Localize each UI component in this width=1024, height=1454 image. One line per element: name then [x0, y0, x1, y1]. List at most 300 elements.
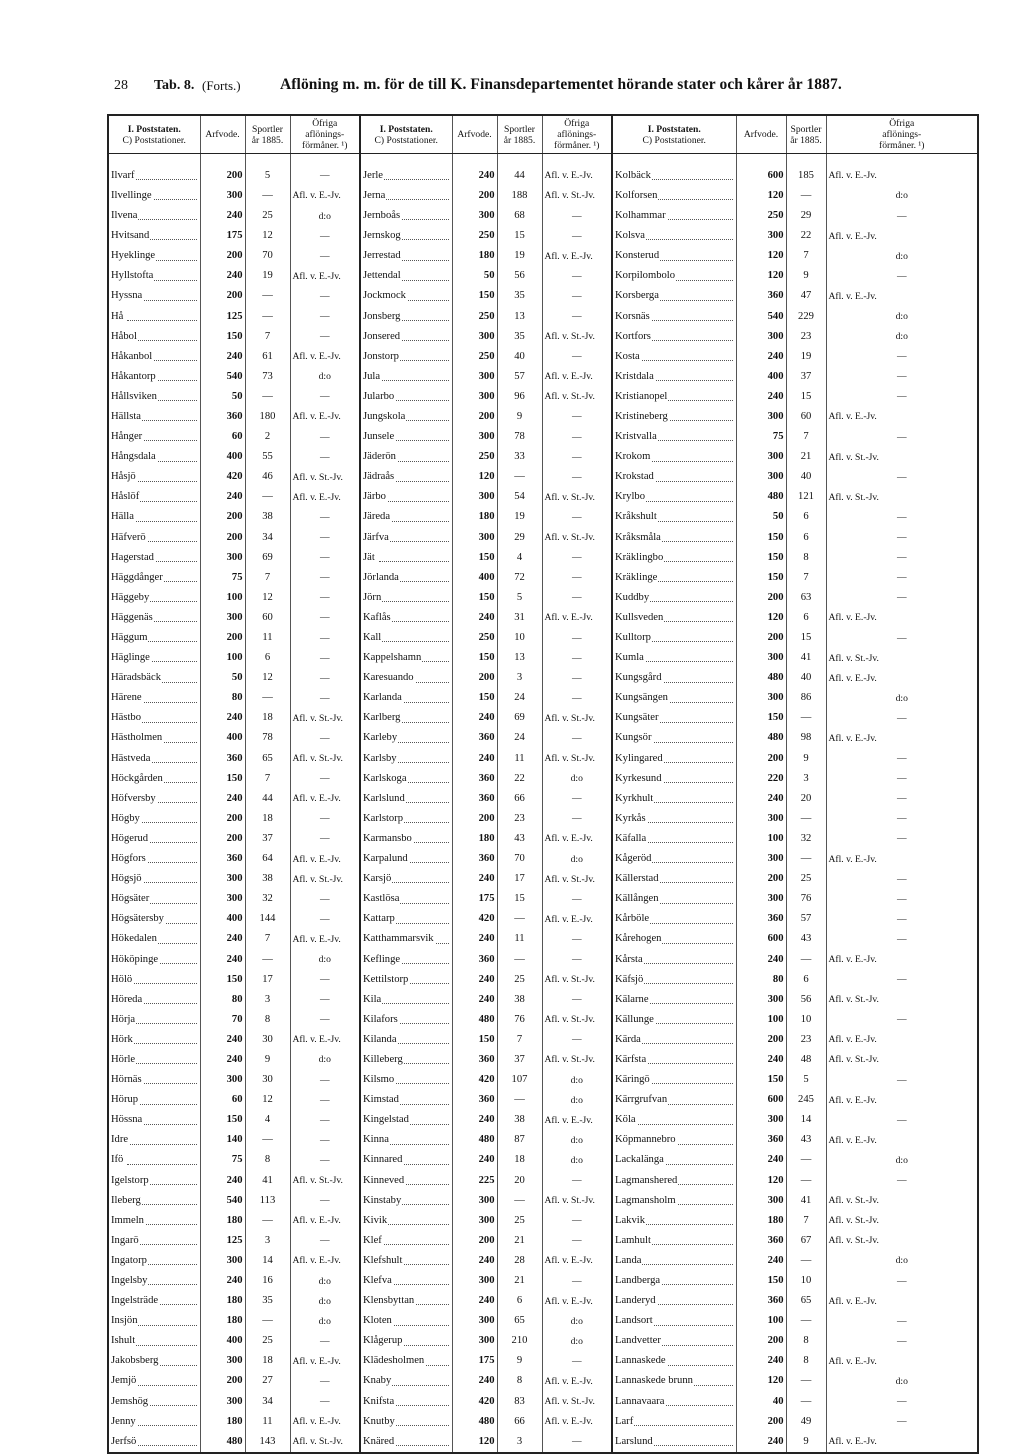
ofriga-value: —: [542, 668, 612, 688]
sportler-value: 6: [786, 970, 826, 990]
ofriga-value: —: [290, 166, 360, 186]
sportler-value: 38: [497, 1111, 542, 1131]
col-arfvode-header: Arfvode.: [200, 115, 245, 154]
ofriga-value: Afl. v. E.-Jv.: [542, 1111, 612, 1131]
table-row: [108, 1030, 978, 1050]
station-name: Hagerstad: [108, 548, 200, 568]
sportler-value: 8: [245, 1151, 290, 1171]
station-name: Kuddby: [612, 588, 736, 608]
sportler-value: —: [245, 387, 290, 407]
table-row: [108, 729, 978, 749]
station-name: Häggeby: [108, 588, 200, 608]
sportler-value: 9: [786, 1432, 826, 1453]
ofriga-value: —: [542, 347, 612, 367]
station-name: Järfva: [360, 528, 452, 548]
arfvode-value: 200: [736, 1332, 786, 1352]
arfvode-value: 300: [452, 427, 497, 447]
ofriga-value: d:o: [542, 769, 612, 789]
arfvode-value: 250: [736, 206, 786, 226]
sportler-value: 6: [786, 528, 826, 548]
sportler-value: 78: [245, 729, 290, 749]
arfvode-value: 360: [452, 1050, 497, 1070]
sportler-value: 66: [497, 789, 542, 809]
sportler-value: 24: [497, 729, 542, 749]
table-row: [108, 849, 978, 869]
sportler-value: 18: [245, 709, 290, 729]
station-name: Höfversby: [108, 789, 200, 809]
col-name-header: I. Poststaten. C) Poststationer.: [612, 115, 736, 154]
sportler-value: 48: [786, 1050, 826, 1070]
arfvode-value: 120: [736, 246, 786, 266]
arfvode-value: 100: [736, 1010, 786, 1030]
station-name: Kivik: [360, 1211, 452, 1231]
station-name: Karleby: [360, 729, 452, 749]
station-name: Kullsveden: [612, 608, 736, 628]
station-name: Korsberga: [612, 287, 736, 307]
sportler-value: 7: [245, 568, 290, 588]
sportler-value: 20: [786, 789, 826, 809]
ofriga-value: —: [542, 809, 612, 829]
station-name: Kyrkesund: [612, 769, 736, 789]
table-row: [108, 226, 978, 246]
station-name: Håkantorp: [108, 367, 200, 387]
continued-label: (Forts.): [202, 78, 241, 93]
ofriga-value: —: [826, 930, 978, 950]
sportler-value: 38: [245, 508, 290, 528]
ofriga-value: —: [826, 468, 978, 488]
arfvode-value: 60: [200, 427, 245, 447]
arfvode-value: 300: [200, 1070, 245, 1090]
arfvode-value: 180: [736, 1211, 786, 1231]
arfvode-value: 600: [736, 1090, 786, 1110]
arfvode-value: 240: [200, 347, 245, 367]
station-name: Klågerup: [360, 1332, 452, 1352]
table-row: [108, 1271, 978, 1291]
station-name: Hökedalen: [108, 930, 200, 950]
sportler-value: 44: [497, 166, 542, 186]
col-name-header: I. Poststaten. C) Poststationer.: [360, 115, 452, 154]
arfvode-value: 240: [200, 789, 245, 809]
arfvode-value: 240: [452, 1291, 497, 1311]
ofriga-value: Afl. v. St.-Jv.: [542, 1191, 612, 1211]
station-name: Högsäter: [108, 889, 200, 909]
station-name: Jettendal: [360, 267, 452, 287]
station-name: Kolsva: [612, 226, 736, 246]
arfvode-value: 150: [736, 1271, 786, 1291]
arfvode-value: 240: [736, 347, 786, 367]
station-name: Jungskola: [360, 407, 452, 427]
station-name: Kilanda: [360, 1030, 452, 1050]
ofriga-value: —: [826, 749, 978, 769]
ofriga-value: Afl. v. E.-Jv.: [290, 186, 360, 206]
ofriga-value: Afl. v. St.-Jv.: [542, 528, 612, 548]
arfvode-value: 240: [736, 1352, 786, 1372]
arfvode-value: 200: [452, 1231, 497, 1251]
table-row: [108, 488, 978, 508]
station-name: Jula: [360, 367, 452, 387]
station-name: Hörja: [108, 1010, 200, 1030]
arfvode-value: 240: [452, 1251, 497, 1271]
ofriga-value: Afl. v. E.-Jv.: [290, 789, 360, 809]
arfvode-value: 120: [736, 608, 786, 628]
arfvode-value: 50: [736, 508, 786, 528]
ofriga-value: —: [290, 287, 360, 307]
sportler-value: 25: [497, 1211, 542, 1231]
sportler-value: —: [786, 1171, 826, 1191]
station-name: Hällsta: [108, 407, 200, 427]
sportler-value: 9: [245, 1050, 290, 1070]
ofriga-value: —: [542, 568, 612, 588]
sportler-value: 31: [497, 608, 542, 628]
arfvode-value: 250: [452, 347, 497, 367]
station-name: Jonstorp: [360, 347, 452, 367]
station-name: Knaby: [360, 1372, 452, 1392]
arfvode-value: 200: [452, 186, 497, 206]
ofriga-value: —: [826, 267, 978, 287]
station-name: Ingelsträde: [108, 1291, 200, 1311]
sportler-value: 19: [786, 347, 826, 367]
ofriga-value: —: [290, 1111, 360, 1131]
ofriga-value: d:o: [290, 950, 360, 970]
arfvode-value: 175: [200, 226, 245, 246]
sportler-value: 9: [786, 749, 826, 769]
arfvode-value: 200: [736, 628, 786, 648]
station-name: Larf: [612, 1412, 736, 1432]
arfvode-value: 300: [736, 990, 786, 1010]
sportler-value: 10: [786, 1271, 826, 1291]
ofriga-value: —: [542, 1231, 612, 1251]
station-name: Hörnäs: [108, 1070, 200, 1090]
station-name: Höckgården: [108, 769, 200, 789]
station-name: Klefshult: [360, 1251, 452, 1271]
sportler-value: 57: [786, 910, 826, 930]
station-name: Käringö: [612, 1070, 736, 1090]
station-name: Kungsgård: [612, 668, 736, 688]
ofriga-value: Afl. v. E.-Jv.: [826, 166, 978, 186]
arfvode-value: 240: [200, 930, 245, 950]
sportler-value: 11: [497, 749, 542, 769]
sportler-value: —: [497, 1191, 542, 1211]
arfvode-value: 50: [200, 668, 245, 688]
station-name: Lakvik: [612, 1211, 736, 1231]
station-name: Hästbo: [108, 709, 200, 729]
sportler-value: —: [245, 186, 290, 206]
arfvode-value: 480: [452, 1131, 497, 1151]
ofriga-value: —: [826, 1271, 978, 1291]
sportler-value: 29: [786, 206, 826, 226]
station-name: Höreda: [108, 990, 200, 1010]
arfvode-value: 180: [200, 1412, 245, 1432]
ofriga-value: d:o: [542, 1151, 612, 1171]
ofriga-value: —: [290, 910, 360, 930]
station-name: Hörk: [108, 1030, 200, 1050]
ofriga-value: —: [290, 1392, 360, 1412]
sportler-value: 61: [245, 347, 290, 367]
sportler-value: 69: [497, 709, 542, 729]
ofriga-value: —: [290, 588, 360, 608]
ofriga-value: —: [542, 889, 612, 909]
ofriga-value: Afl. v. E.-Jv.: [542, 166, 612, 186]
ofriga-value: —: [826, 206, 978, 226]
sportler-value: 210: [497, 1332, 542, 1352]
station-name: Lagmansholm: [612, 1191, 736, 1211]
station-name: Karlanda: [360, 689, 452, 709]
sportler-value: 245: [786, 1090, 826, 1110]
sportler-value: 9: [786, 267, 826, 287]
sportler-value: 12: [245, 1090, 290, 1110]
arfvode-value: 200: [452, 809, 497, 829]
arfvode-value: 400: [200, 729, 245, 749]
station-name: Hörle: [108, 1050, 200, 1070]
ofriga-value: —: [290, 508, 360, 528]
sportler-value: 25: [497, 970, 542, 990]
station-name: Kettilstorp: [360, 970, 452, 990]
station-name: Kolbäck: [612, 166, 736, 186]
station-name: Källerstad: [612, 869, 736, 889]
sportler-value: 30: [245, 1030, 290, 1050]
station-name: Karlberg: [360, 709, 452, 729]
station-name: Håsjö: [108, 468, 200, 488]
station-name: Häfverö: [108, 528, 200, 548]
arfvode-value: 150: [452, 548, 497, 568]
table-row: [108, 206, 978, 226]
station-name: Källången: [612, 889, 736, 909]
table-row: [108, 427, 978, 447]
ofriga-value: —: [542, 1211, 612, 1231]
arfvode-value: 540: [200, 367, 245, 387]
station-name: Keflinge: [360, 950, 452, 970]
arfvode-value: 420: [200, 468, 245, 488]
station-name: Härene: [108, 689, 200, 709]
ofriga-value: Afl. v. E.-Jv.: [290, 347, 360, 367]
arfvode-value: 360: [452, 789, 497, 809]
sportler-value: 8: [245, 1010, 290, 1030]
station-name: Ingatorp: [108, 1251, 200, 1271]
sportler-value: 107: [497, 1070, 542, 1090]
sportler-value: —: [497, 950, 542, 970]
sportler-value: —: [786, 186, 826, 206]
sportler-value: 7: [786, 568, 826, 588]
sportler-value: 11: [245, 1412, 290, 1432]
station-name: Lannavaara: [612, 1392, 736, 1412]
station-name: Kräklinge: [612, 568, 736, 588]
arfvode-value: 300: [452, 1332, 497, 1352]
station-name: Landsort: [612, 1311, 736, 1331]
arfvode-value: 80: [736, 970, 786, 990]
ofriga-value: —: [826, 910, 978, 930]
arfvode-value: 220: [736, 769, 786, 789]
ofriga-value: —: [542, 588, 612, 608]
ofriga-value: Afl. v. St.-Jv.: [290, 869, 360, 889]
sportler-value: 38: [497, 990, 542, 1010]
station-name: Kosta: [612, 347, 736, 367]
sportler-value: 9: [497, 1352, 542, 1372]
ofriga-value: d:o: [826, 307, 978, 327]
sportler-value: 8: [786, 1332, 826, 1352]
ofriga-value: —: [826, 889, 978, 909]
station-name: Kortfors: [612, 327, 736, 347]
arfvode-value: 200: [452, 668, 497, 688]
station-name: Lamhult: [612, 1231, 736, 1251]
arfvode-value: 240: [736, 789, 786, 809]
arfvode-value: 180: [200, 1211, 245, 1231]
ofriga-value: Afl. v. E.-Jv.: [290, 930, 360, 950]
arfvode-value: 240: [200, 488, 245, 508]
sportler-value: 12: [245, 668, 290, 688]
ofriga-value: —: [290, 387, 360, 407]
ofriga-value: Afl. v. St.-Jv.: [290, 1171, 360, 1191]
station-name: Lagmanshered: [612, 1171, 736, 1191]
sportler-value: 96: [497, 387, 542, 407]
ofriga-value: —: [290, 1231, 360, 1251]
sportler-value: 21: [786, 447, 826, 467]
arfvode-value: 360: [452, 950, 497, 970]
ofriga-value: —: [542, 990, 612, 1010]
ofriga-value: —: [826, 1070, 978, 1090]
arfvode-value: 200: [200, 166, 245, 186]
station-name: Kärda: [612, 1030, 736, 1050]
ofriga-value: —: [542, 729, 612, 749]
station-name: Ilvellinge: [108, 186, 200, 206]
sportler-value: —: [245, 488, 290, 508]
station-name: Kulltorp: [612, 628, 736, 648]
arfvode-value: 240: [736, 1251, 786, 1271]
station-name: Ilvarf: [108, 166, 200, 186]
arfvode-value: 240: [452, 749, 497, 769]
table-row: [108, 1291, 978, 1311]
station-name: Karsjö: [360, 869, 452, 889]
ofriga-value: —: [826, 829, 978, 849]
station-name: Jerrestad: [360, 246, 452, 266]
sportler-value: 43: [497, 829, 542, 849]
arfvode-value: 360: [452, 769, 497, 789]
ofriga-value: Afl. v. E.-Jv.: [826, 287, 978, 307]
station-name: Ileberg: [108, 1191, 200, 1211]
ofriga-value: d:o: [542, 1070, 612, 1090]
ofriga-value: d:o: [290, 206, 360, 226]
ofriga-value: —: [826, 508, 978, 528]
station-name: Insjön: [108, 1311, 200, 1331]
sportler-value: 185: [786, 166, 826, 186]
ofriga-value: —: [290, 427, 360, 447]
table-row: [108, 910, 978, 930]
station-name: Knutby: [360, 1412, 452, 1432]
station-name: Ingelsby: [108, 1271, 200, 1291]
arfvode-value: 360: [736, 1231, 786, 1251]
table-row: [108, 668, 978, 688]
table-row: [108, 1211, 978, 1231]
col-sportler-header: Sportler år 1885.: [497, 115, 542, 154]
sportler-value: —: [786, 1392, 826, 1412]
station-name: Landa: [612, 1251, 736, 1271]
sportler-value: 65: [245, 749, 290, 769]
ofriga-value: d:o: [542, 1090, 612, 1110]
station-name: Jernboås: [360, 206, 452, 226]
arfvode-value: 40: [736, 1392, 786, 1412]
ofriga-value: —: [290, 628, 360, 648]
arfvode-value: 300: [736, 447, 786, 467]
ofriga-value: Afl. v. E.-Jv.: [826, 1432, 978, 1453]
station-name: Käfalla: [612, 829, 736, 849]
sportler-value: 55: [245, 447, 290, 467]
arfvode-value: 400: [200, 910, 245, 930]
station-name: Kårehogen: [612, 930, 736, 950]
ofriga-value: Afl. v. E.-Jv.: [542, 608, 612, 628]
station-name: Klensbyttan: [360, 1291, 452, 1311]
table-row: [108, 287, 978, 307]
arfvode-value: 300: [736, 889, 786, 909]
arfvode-value: 200: [736, 1030, 786, 1050]
station-name: Knäred: [360, 1432, 452, 1453]
station-name: Larslund: [612, 1432, 736, 1453]
table-body: [108, 154, 978, 1454]
arfvode-value: 300: [736, 648, 786, 668]
ofriga-value: Afl. v. St.-Jv.: [826, 1191, 978, 1211]
sportler-value: 188: [497, 186, 542, 206]
sportler-value: 7: [497, 1030, 542, 1050]
arfvode-value: 420: [452, 1392, 497, 1412]
station-name: Korpilombolo: [612, 267, 736, 287]
arfvode-value: 100: [736, 1311, 786, 1331]
arfvode-value: 100: [200, 588, 245, 608]
sportler-value: 180: [245, 407, 290, 427]
ofriga-value: Afl. v. E.-Jv.: [542, 246, 612, 266]
ofriga-value: Afl. v. E.-Jv.: [542, 367, 612, 387]
ofriga-value: —: [542, 548, 612, 568]
ofriga-value: —: [826, 1010, 978, 1030]
ofriga-value: d:o: [290, 1311, 360, 1331]
station-name: Jemshög: [108, 1392, 200, 1412]
arfvode-value: 300: [452, 1271, 497, 1291]
ofriga-value: Afl. v. St.-Jv.: [542, 1050, 612, 1070]
station-name: Karlslund: [360, 789, 452, 809]
sportler-value: 33: [497, 447, 542, 467]
arfvode-value: 300: [200, 1392, 245, 1412]
sportler-value: 41: [786, 1191, 826, 1211]
sportler-value: 54: [497, 488, 542, 508]
ofriga-value: d:o: [542, 849, 612, 869]
arfvode-value: 540: [200, 1191, 245, 1211]
station-name: Hå: [108, 307, 200, 327]
sportler-value: 8: [786, 1352, 826, 1372]
sportler-value: 12: [245, 226, 290, 246]
station-name: Kingelstad: [360, 1111, 452, 1131]
arfvode-value: 250: [452, 307, 497, 327]
station-name: Kyrkås: [612, 809, 736, 829]
sportler-value: 70: [245, 246, 290, 266]
ofriga-value: Afl. v. E.-Jv.: [542, 910, 612, 930]
station-name: Kinneved: [360, 1171, 452, 1191]
ofriga-value: —: [542, 287, 612, 307]
ofriga-value: Afl. v. E.-Jv.: [826, 407, 978, 427]
station-name: Jädraås: [360, 468, 452, 488]
station-name: Kumla: [612, 648, 736, 668]
table-row: [108, 307, 978, 327]
station-name: Kinstaby: [360, 1191, 452, 1211]
sportler-value: 6: [786, 608, 826, 628]
table-row: [108, 1010, 978, 1030]
ofriga-value: —: [826, 548, 978, 568]
table-row: [108, 628, 978, 648]
station-name: Jerle: [360, 166, 452, 186]
sportler-value: 40: [786, 468, 826, 488]
table-row: [108, 528, 978, 548]
sportler-value: —: [245, 1131, 290, 1151]
station-name: Hölö: [108, 970, 200, 990]
station-name: Kila: [360, 990, 452, 1010]
sportler-value: 13: [497, 648, 542, 668]
sportler-value: 7: [245, 769, 290, 789]
